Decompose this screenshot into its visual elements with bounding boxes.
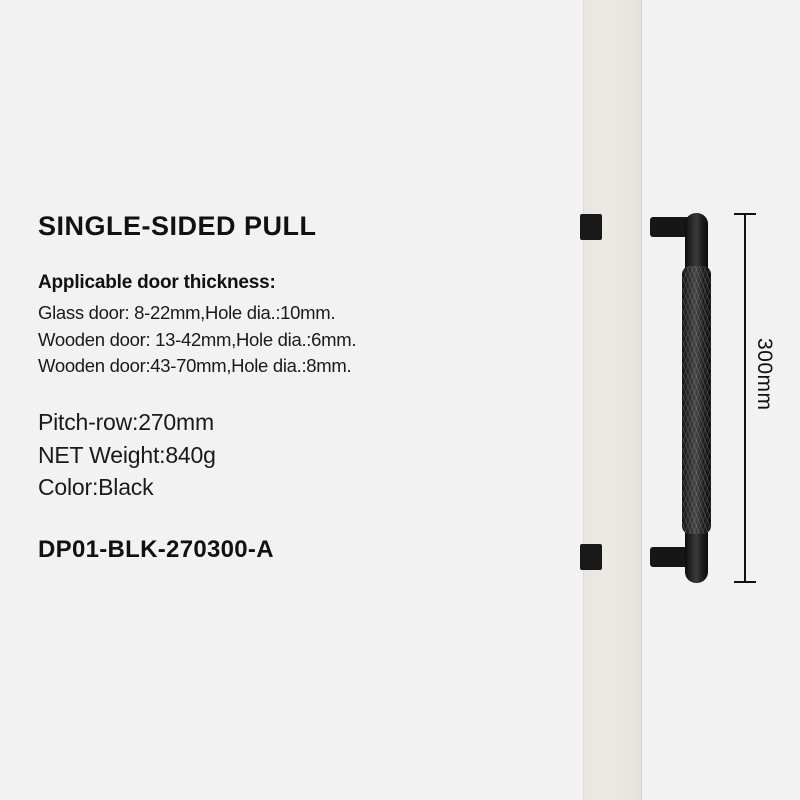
- spec-line-wooden-door-thin: Wooden door: 13-42mm,Hole dia.:6mm.: [38, 328, 357, 350]
- product-details-block: [38, 406, 558, 504]
- product-info-block: [38, 212, 558, 564]
- detail-net-weight: NET Weight:840g: [38, 441, 216, 468]
- detail-pitch-row: Pitch-row:270mm: [38, 409, 214, 436]
- mounting-boss-top: [580, 214, 602, 240]
- mounting-boss-bottom: [580, 544, 602, 570]
- dimension-annotation-length: [730, 213, 776, 583]
- dimension-label: 300mm: [753, 338, 776, 411]
- spec-line-wooden-door-thick: Wooden door:43-70mm,Hole dia.:8mm.: [38, 355, 352, 377]
- page-title: SINGLE-SIDED PULL: [38, 211, 317, 241]
- dimension-line: [744, 213, 746, 583]
- pull-handle-illustration: [575, 206, 720, 586]
- spec-line-glass-door: Glass door: 8-22mm,Hole dia.:10mm.: [38, 301, 336, 323]
- specs-heading: Applicable door thickness:: [38, 271, 276, 293]
- dimension-cap-bottom: [734, 581, 756, 583]
- detail-color: Color:Black: [38, 474, 154, 501]
- product-sku: DP01-BLK-270300-A: [38, 536, 274, 564]
- knurled-grip: [682, 266, 711, 534]
